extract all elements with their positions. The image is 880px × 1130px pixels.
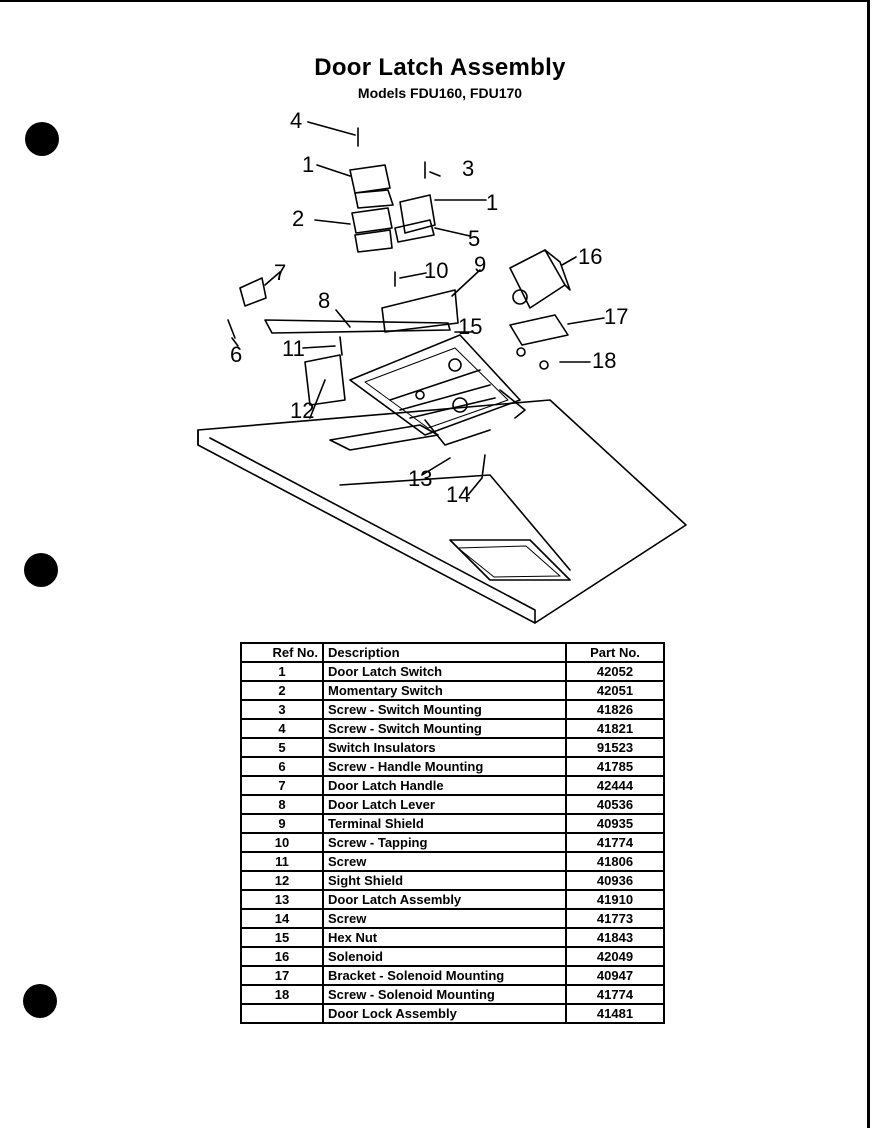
part-number-cell: 42049 xyxy=(566,947,664,966)
part-number-cell: 41821 xyxy=(566,719,664,738)
description-cell: Momentary Switch xyxy=(323,681,566,700)
screw-6 xyxy=(228,320,235,338)
description-cell: Screw - Tapping xyxy=(323,833,566,852)
ref-cell: 9 xyxy=(241,814,323,833)
part-number-cell: 42051 xyxy=(566,681,664,700)
table-row xyxy=(241,871,664,890)
part-number-cell: 41910 xyxy=(566,890,664,909)
table-row xyxy=(241,776,664,795)
latch-lever xyxy=(265,320,450,333)
ref-cell: 8 xyxy=(241,795,323,814)
callout-13: 13 xyxy=(408,466,433,491)
callout-14: 14 xyxy=(446,482,471,507)
callout-15: 15 xyxy=(458,314,483,339)
table-row xyxy=(241,928,664,947)
table-row xyxy=(241,852,664,871)
ref-cell: 14 xyxy=(241,909,323,928)
part-number-cell: 40935 xyxy=(566,814,664,833)
part-number-cell: 41785 xyxy=(566,757,664,776)
col-part-header: Part No. xyxy=(566,643,664,662)
table-row xyxy=(241,738,664,757)
exploded-parts-diagram xyxy=(190,100,690,635)
description-cell: Door Latch Handle xyxy=(323,776,566,795)
callout-11: 11 xyxy=(282,336,305,361)
callout-10: 10 xyxy=(424,258,449,283)
callout-16: 16 xyxy=(578,244,603,269)
col-ref-header: Ref No. xyxy=(241,643,323,662)
ref-cell: 4 xyxy=(241,719,323,738)
part-number-cell: 91523 xyxy=(566,738,664,757)
callout-5: 5 xyxy=(468,226,481,251)
table-row xyxy=(241,719,664,738)
description-cell: Terminal Shield xyxy=(323,814,566,833)
base-plate xyxy=(198,400,686,623)
table-row xyxy=(241,681,664,700)
part-number-cell: 41773 xyxy=(566,909,664,928)
ref-cell: 2 xyxy=(241,681,323,700)
part-number-cell: 41774 xyxy=(566,833,664,852)
momentary-switch xyxy=(352,208,392,233)
callout-4: 4 xyxy=(290,108,303,133)
ref-cell: 3 xyxy=(241,700,323,719)
terminal-shield xyxy=(382,290,458,332)
table-row xyxy=(241,795,664,814)
callout-12: 12 xyxy=(290,398,315,423)
callout-3: 3 xyxy=(462,156,475,181)
description-cell: Screw - Handle Mounting xyxy=(323,757,566,776)
description-cell: Screw - Switch Mounting xyxy=(323,700,566,719)
callout-8: 8 xyxy=(318,288,331,313)
part-number-cell: 42444 xyxy=(566,776,664,795)
description-cell: Sight Shield xyxy=(323,871,566,890)
col-desc-header: Description xyxy=(323,643,566,662)
ref-cell: 16 xyxy=(241,947,323,966)
ref-cell: 5 xyxy=(241,738,323,757)
callout-9: 9 xyxy=(474,252,487,277)
description-cell: Door Lock Assembly xyxy=(323,1004,566,1023)
binder-hole-bottom xyxy=(23,984,57,1018)
screw-14 xyxy=(482,455,485,478)
description-cell: Screw - Switch Mounting xyxy=(323,719,566,738)
table-row xyxy=(241,985,664,1004)
description-cell: Door Latch Switch xyxy=(323,662,566,681)
table-row xyxy=(241,700,664,719)
latch-handle xyxy=(240,278,266,306)
parts-table xyxy=(240,642,665,1024)
part-number-cell: 40947 xyxy=(566,966,664,985)
part-number-cell: 41843 xyxy=(566,928,664,947)
callout-1a: 1 xyxy=(302,152,315,177)
table-row xyxy=(241,947,664,966)
ref-cell: 12 xyxy=(241,871,323,890)
table-row xyxy=(241,1004,664,1023)
door-latch-switch-lower xyxy=(400,195,435,233)
table-row xyxy=(241,833,664,852)
description-cell: Screw xyxy=(323,909,566,928)
description-cell: Door Latch Assembly xyxy=(323,890,566,909)
description-cell: Screw - Solenoid Mounting xyxy=(323,985,566,1004)
table-row xyxy=(241,814,664,833)
table-row xyxy=(241,966,664,985)
part-number-cell: 40936 xyxy=(566,871,664,890)
description-cell: Screw xyxy=(323,852,566,871)
callout-6: 6 xyxy=(230,342,243,367)
description-cell: Switch Insulators xyxy=(323,738,566,757)
table-row xyxy=(241,909,664,928)
ref-cell: 10 xyxy=(241,833,323,852)
parts-table-body xyxy=(241,662,664,1023)
description-cell: Solenoid xyxy=(323,947,566,966)
part-number-cell: 41481 xyxy=(566,1004,664,1023)
binder-hole-top xyxy=(25,122,59,156)
callout-1b: 1 xyxy=(486,190,499,215)
ref-cell: 1 xyxy=(241,662,323,681)
callout-17: 17 xyxy=(604,304,629,329)
table-row xyxy=(241,757,664,776)
table-header-row xyxy=(241,643,664,662)
page-subtitle: Models FDU160, FDU170 xyxy=(357,85,523,101)
part-number-cell: 41806 xyxy=(566,852,664,871)
ref-cell: 7 xyxy=(241,776,323,795)
part-number-cell: 41826 xyxy=(566,700,664,719)
ref-cell: 11 xyxy=(241,852,323,871)
part-number-cell: 42052 xyxy=(566,662,664,681)
door-latch-switch-upper xyxy=(350,165,390,193)
ref-cell: 18 xyxy=(241,985,323,1004)
ref-cell xyxy=(241,1004,323,1023)
table-row xyxy=(241,890,664,909)
ref-cell: 6 xyxy=(241,757,323,776)
page-title: Door Latch Assembly xyxy=(314,54,566,81)
callout-7: 7 xyxy=(274,260,287,285)
ref-cell: 15 xyxy=(241,928,323,947)
description-cell: Hex Nut xyxy=(323,928,566,947)
ref-cell: 17 xyxy=(241,966,323,985)
callout-2: 2 xyxy=(292,206,305,231)
callout-18: 18 xyxy=(592,348,617,373)
screw-11 xyxy=(340,337,342,355)
part-number-cell: 40536 xyxy=(566,795,664,814)
binder-hole-middle xyxy=(24,553,58,587)
table-row xyxy=(241,662,664,681)
part-number-cell: 41774 xyxy=(566,985,664,1004)
ref-cell: 13 xyxy=(241,890,323,909)
description-cell: Door Latch Lever xyxy=(323,795,566,814)
description-cell: Bracket - Solenoid Mounting xyxy=(323,966,566,985)
